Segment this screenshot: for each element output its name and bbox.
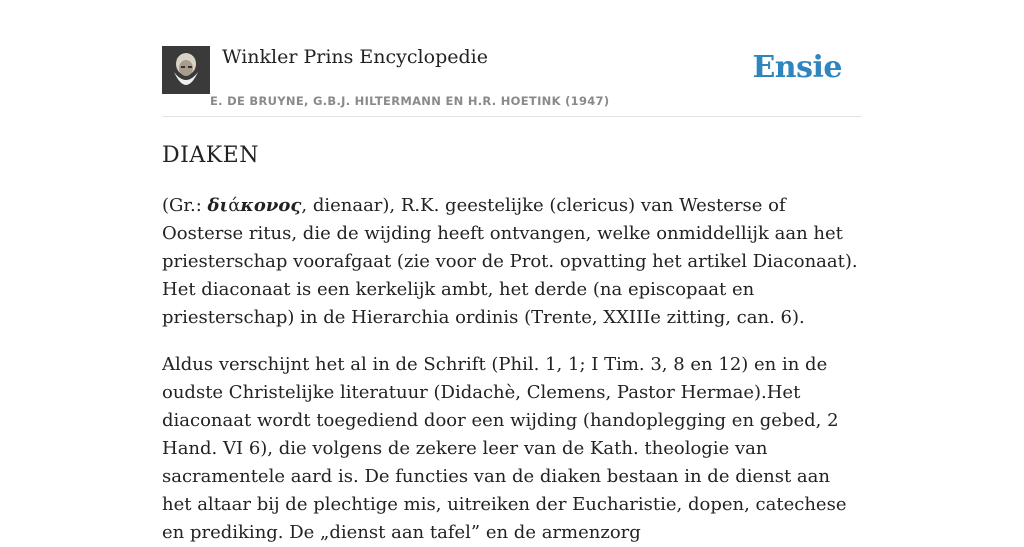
greek-word-accent: ά: [228, 195, 241, 216]
article-paragraph-2: Aldus verschijnt het al in de Schrift (Phil. 1, 1; I Tim. 3, 8 en 12) en in de oudste Christelijke literatuur (Didachè, Clemens, Pastor Hermae).Het diaconaat wordt toegediend door een wijding (handoplegging en gebed, 2 Hand. VI 6), die volgens de zekere leer van de Kath. theologie van sacramentele aard is. De functies van de diaken bestaan in de dienst aan het altaar bij de plechtige mis, uitreiken der Eucharistie, dopen, catechese en prediking. De „dienst aan tafel” en de armenzorg: [162, 354, 847, 543]
authors-line: E. DE BRUYNE, G.B.J. HILTERMANN EN H.R. HOETINK (1947): [210, 94, 610, 108]
greek-word-end: κονος: [240, 195, 302, 216]
page-container: [162, 0, 862, 547]
greek-word-part: δι: [207, 195, 229, 216]
bearded-man-portrait-icon[interactable]: [162, 46, 210, 94]
site-header: [162, 0, 862, 117]
site-title[interactable]: Winkler Prins Encyclopedie: [222, 46, 488, 68]
paragraph-open: (Gr.:: [162, 195, 208, 216]
paragraph-rest: , dienaar), R.K. geestelijke (clericus) van Westerse of Oosterse ritus, die de wijding heeft ontvangen, welke onmiddellijk aan het priesterschap voorafgaat (zie voor de Prot. opvatting het artikel Diaconaat). Het diaconaat is een kerkelijk ambt, het derde (na episcopaat en priesterschap) in de Hierarchia ordinis (Trente, XXIIIe zitting, can. 6).: [162, 195, 858, 328]
ensie-logo[interactable]: Ensie: [752, 50, 842, 85]
article-title: DIAKEN: [162, 143, 259, 168]
article-paragraph-1: [162, 192, 862, 332]
